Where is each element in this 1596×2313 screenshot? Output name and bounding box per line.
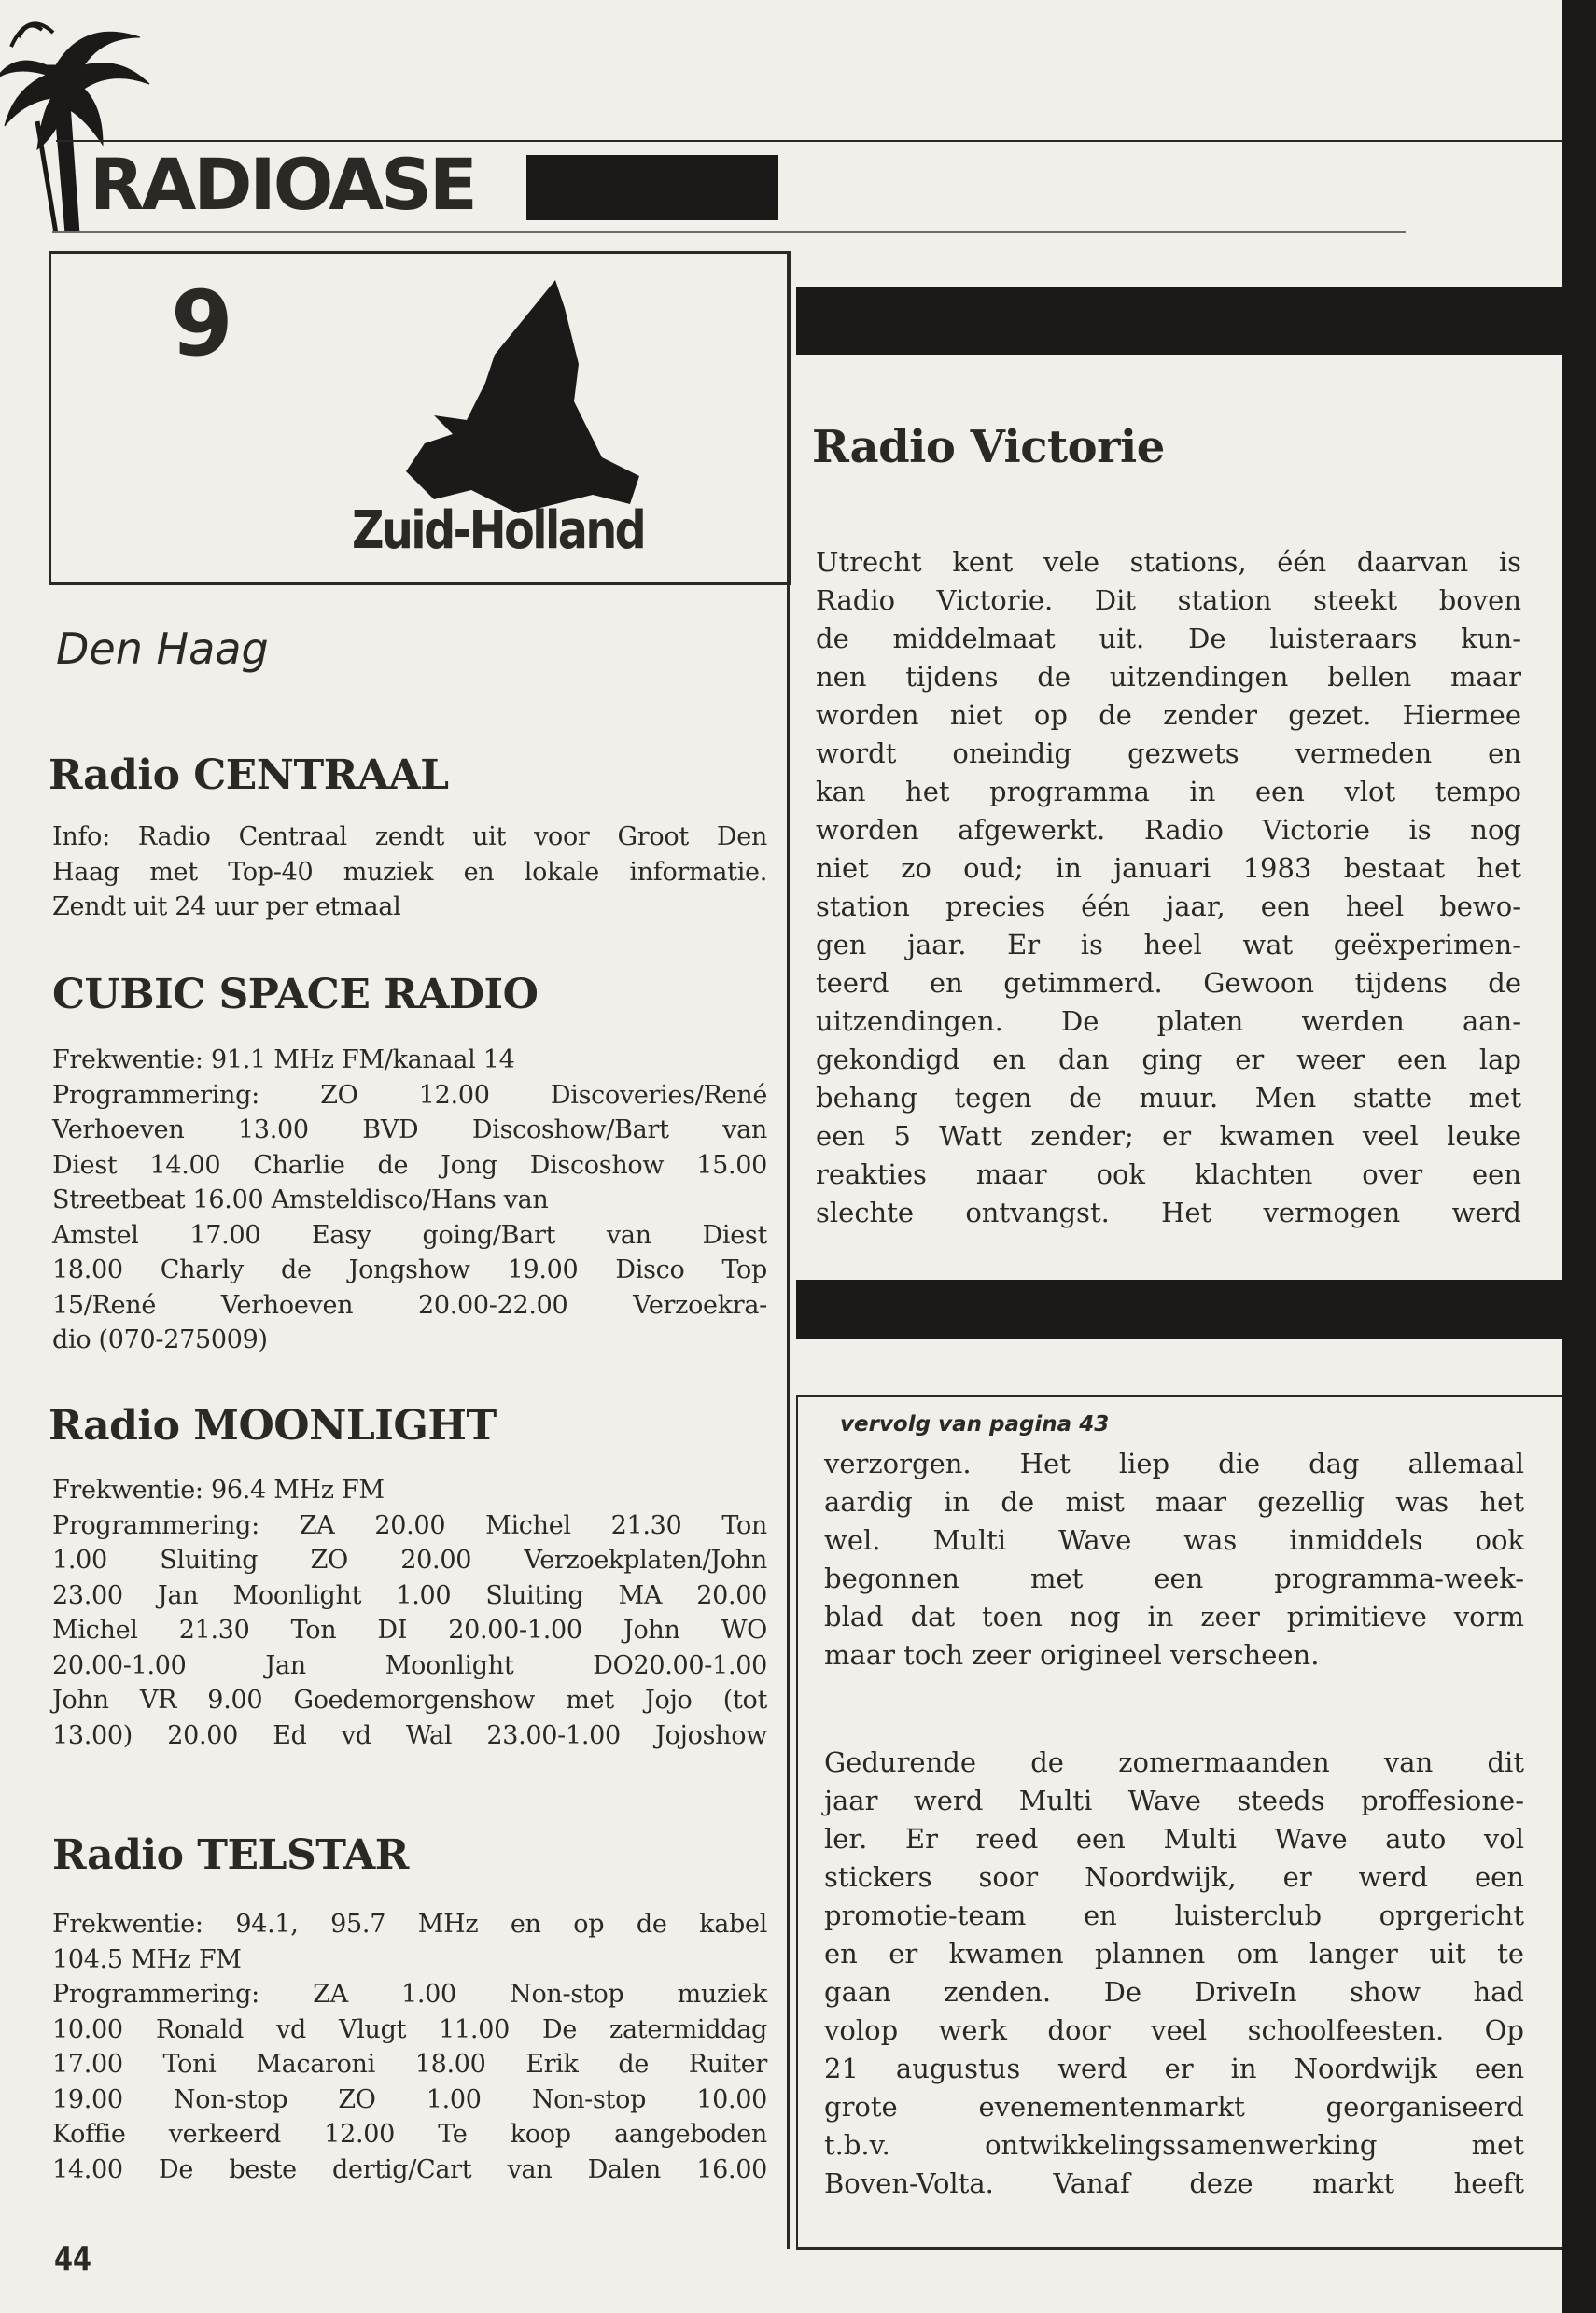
text-line: 21 augustus werd er in Noordwijk een xyxy=(824,2053,1524,2084)
text-line: 10.00 Ronald vd Vlugt 11.00 De zatermiddag xyxy=(52,2014,767,2044)
station-title-telstar: Radio TELSTAR xyxy=(52,1831,409,1879)
black-bar-top xyxy=(796,287,1596,355)
text-line: gaan zenden. De DriveIn show had xyxy=(824,1976,1524,2008)
text-line: Gedurende de zomermaanden van dit xyxy=(824,1746,1524,1778)
text-line: uitzendingen. De platen werden aan- xyxy=(816,1005,1521,1037)
header-black-bar xyxy=(526,155,778,220)
article-title: Radio Victorie xyxy=(812,421,1165,473)
text-line: verzorgen. Het liep die dag allemaal xyxy=(824,1448,1524,1479)
text-line: Programmering: ZO 12.00 Discoveries/René xyxy=(52,1080,767,1110)
text-line: volop werk door veel schoolfeesten. Op xyxy=(824,2014,1524,2046)
text-line: Boven-Volta. Vanaf deze markt heeft xyxy=(824,2167,1524,2199)
text-line: ler. Er reed een Multi Wave auto vol xyxy=(824,1823,1524,1855)
text-line: stickers soor Noordwijk, er werd een xyxy=(824,1861,1524,1893)
text-line: begonnen met een programma-week- xyxy=(824,1563,1524,1594)
text-line: aardig in de mist maar gezellig was het xyxy=(824,1486,1524,1518)
text-line: reakties maar ook klachten over een xyxy=(816,1158,1521,1190)
city-heading: Den Haag xyxy=(56,624,269,674)
region-number: 9 xyxy=(171,272,233,376)
text-line: worden niet op de zender gezet. Hiermee xyxy=(816,699,1521,731)
text-line: Haag met Top-40 muziek en lokale informatie. xyxy=(52,857,767,887)
station-title-centraal: Radio CENTRAAL xyxy=(49,751,449,799)
text-line: Verhoeven 13.00 BVD Discoshow/Bart van xyxy=(52,1115,767,1144)
text-line: Programmering: ZA 20.00 Michel 21.30 Ton xyxy=(52,1510,767,1540)
text-line: 17.00 Toni Macaroni 18.00 Erik de Ruiter xyxy=(52,2050,767,2079)
text-line: nen tijdens de uitzendingen bellen maar xyxy=(816,661,1521,693)
text-line: 104.5 MHz FM xyxy=(52,1944,242,1974)
text-line: Zendt uit 24 uur per etmaal xyxy=(52,892,401,921)
zuid-holland-map-icon xyxy=(359,273,667,515)
text-line: teerd en getimmerd. Gewoon tijdens de xyxy=(816,967,1521,999)
article-body xyxy=(816,543,1521,1232)
logo-text: RADIOASE xyxy=(90,143,475,226)
text-line: kan het programma in een vlot tempo xyxy=(816,776,1521,807)
text-line: 13.00) 20.00 Ed vd Wal 23.00-1.00 Jojoshow xyxy=(52,1720,767,1750)
text-line: jaar werd Multi Wave steeds proffesione- xyxy=(824,1785,1524,1816)
text-line: 19.00 Non-stop ZO 1.00 Non-stop 10.00 xyxy=(52,2084,767,2114)
text-line: station precies één jaar, een heel bewo- xyxy=(816,890,1521,922)
header-rule xyxy=(56,140,1563,142)
text-line: dio (070-275009) xyxy=(52,1325,268,1354)
text-line: worden afgewerkt. Radio Victorie is nog xyxy=(816,814,1521,846)
region-box xyxy=(49,251,791,585)
text-line: wordt oneindig gezwets vermeden en xyxy=(816,737,1521,769)
text-line: Frekwentie: 91.1 MHz FM/kanaal 14 xyxy=(52,1045,515,1074)
text-line: gekondigd en dan ging er weer een lap xyxy=(816,1044,1521,1075)
text-line: blad dat toen nog in zeer primitieve vorm xyxy=(824,1601,1524,1633)
text-line: Amstel 17.00 Easy going/Bart van Diest xyxy=(52,1220,767,1250)
text-line: Radio Victorie. Dit station steekt boven xyxy=(816,584,1521,616)
text-line: 18.00 Charly de Jongshow 19.00 Disco Top xyxy=(52,1255,767,1284)
text-line: Programmering: ZA 1.00 Non-stop muziek xyxy=(52,1980,767,2009)
continued-para-1 xyxy=(824,1445,1524,1675)
text-line: Streetbeat 16.00 Amsteldisco/Hans van xyxy=(52,1185,549,1214)
text-line: Frekwentie: 94.1, 95.7 MHz en op de kabel xyxy=(52,1910,767,1939)
text-line: gen jaar. Er is heel wat geëxperimen- xyxy=(816,929,1521,960)
text-line: niet zo oud; in januari 1983 bestaat het xyxy=(816,852,1521,884)
page-edge-shadow xyxy=(1562,0,1596,2313)
text-line: en er kwamen plannen om langer uit te xyxy=(824,1938,1524,1970)
text-line: 20.00-1.00 Jan Moonlight DO20.00-1.00 xyxy=(52,1650,767,1680)
text-line: behang tegen de muur. Men statte met xyxy=(816,1082,1521,1114)
continued-label: vervolg van pagina 43 xyxy=(840,1412,1110,1437)
text-line: Michel 21.30 Ton DI 20.00-1.00 John WO xyxy=(52,1616,767,1645)
text-line: maar toch zeer origineel verscheen. xyxy=(824,1639,1320,1671)
text-line: Info: Radio Centraal zendt uit voor Groot Den xyxy=(52,822,767,851)
black-bar-middle xyxy=(796,1280,1596,1339)
text-line: 23.00 Jan Moonlight 1.00 Sluiting MA 20.00 xyxy=(52,1580,767,1610)
station-info-telstar xyxy=(52,1907,767,2187)
station-title-moonlight: Radio MOONLIGHT xyxy=(49,1402,497,1450)
text-line: promotie-team en luisterclub oprgericht xyxy=(824,1899,1524,1931)
text-line: slechte ontvangst. Het vermogen werd xyxy=(816,1197,1521,1228)
text-line: Frekwentie: 96.4 MHz FM xyxy=(52,1476,385,1505)
header-underline xyxy=(52,231,1406,233)
station-info-cubic xyxy=(52,1043,767,1358)
text-line: Koffie verkeerd 12.00 Te koop aangeboden xyxy=(52,2120,767,2149)
station-info-centraal xyxy=(52,820,767,925)
text-line: een 5 Watt zender; er kwamen veel leuke xyxy=(816,1120,1521,1152)
text-line: wel. Multi Wave was inmiddels ook xyxy=(824,1524,1524,1556)
continued-para-2 xyxy=(824,1744,1524,2203)
text-line: Diest 14.00 Charlie de Jong Discoshow 15.00 xyxy=(52,1150,767,1180)
text-line: 14.00 De beste dertig/Cart van Dalen 16.00 xyxy=(52,2154,767,2184)
text-line: Utrecht kent vele stations, één daarvan is xyxy=(816,546,1521,578)
text-line: grote evenementenmarkt georganiseerd xyxy=(824,2091,1524,2123)
text-line: John VR 9.00 Goedemorgenshow met Jojo (tot xyxy=(52,1686,767,1715)
column-divider xyxy=(787,251,790,2249)
text-line: 1.00 Sluiting ZO 20.00 Verzoekplaten/John xyxy=(52,1546,767,1575)
station-title-cubic-space-radio: CUBIC SPACE RADIO xyxy=(52,971,539,1018)
page-number: 44 xyxy=(54,2240,92,2278)
text-line: 15/René Verhoeven 20.00-22.00 Verzoekra- xyxy=(52,1290,767,1320)
region-name: Zuid-Holland xyxy=(352,500,645,561)
text-line: de middelmaat uit. De luisteraars kun- xyxy=(816,623,1521,654)
text-line: t.b.v. ontwikkelingssamenwerking met xyxy=(824,2129,1524,2161)
station-info-moonlight xyxy=(52,1473,767,1753)
